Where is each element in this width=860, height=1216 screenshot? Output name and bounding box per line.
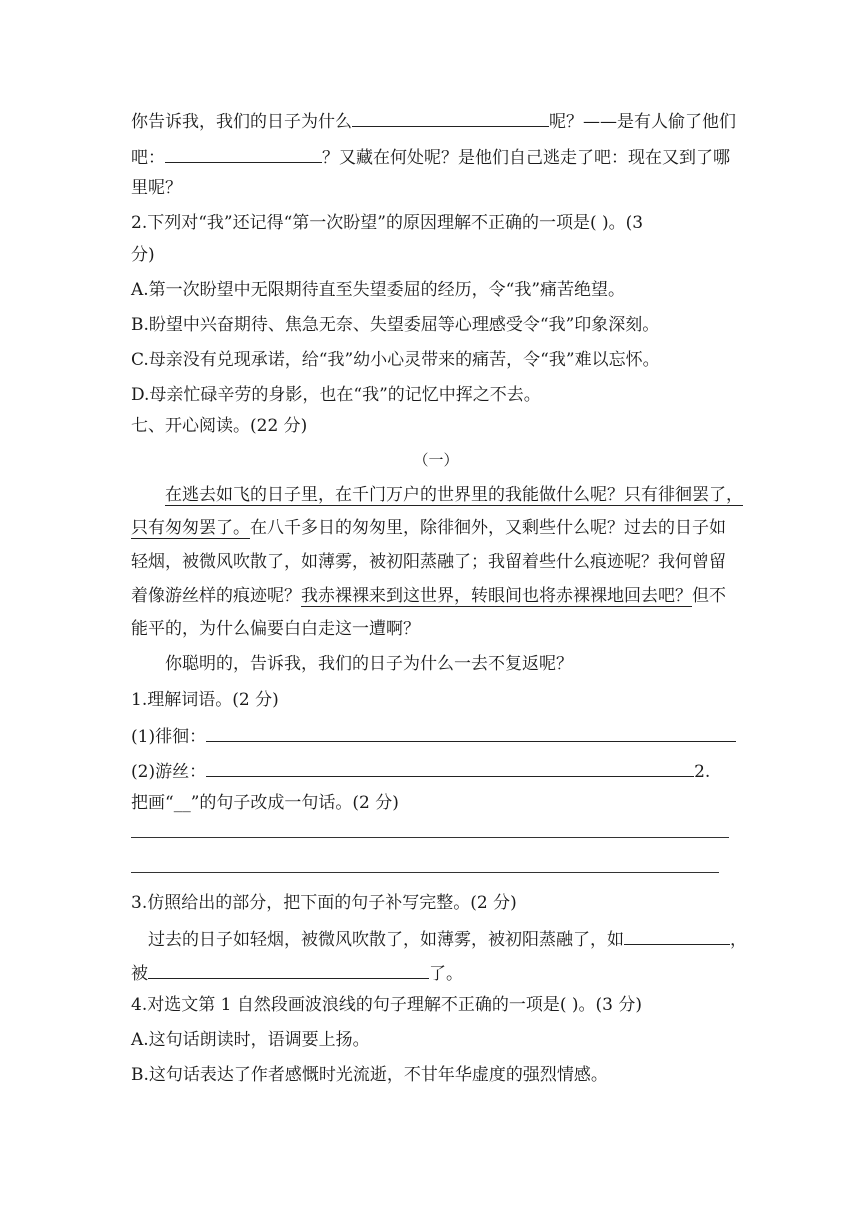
passage-line-2 <box>131 516 741 540</box>
answer-blank[interactable] <box>206 758 694 777</box>
answer-blank[interactable] <box>165 144 322 163</box>
passage-number: （一） <box>413 451 459 469</box>
sub-question-2: 把画“__”的句子改成一句话。(2 分) <box>131 793 399 813</box>
carry-line-2 <box>131 144 741 170</box>
underlined-sentence: 在逃去如飞的日子里，在千门万户的世界里的我能做什么呢？只有徘徊罢了， <box>165 485 743 505</box>
sub-question-1b <box>131 758 771 784</box>
underlined-sentence: 只有匆匆罢了。 <box>131 518 250 538</box>
carry-line-1 <box>131 108 741 134</box>
option-d: D.母亲忙碌辛劳的身影，也在“我”的记忆中挥之不去。 <box>131 385 541 405</box>
section-title: 七、开心阅读。(22 分) <box>131 416 308 436</box>
term-label: (1)徘徊： <box>131 727 207 747</box>
question-number: 2. <box>694 762 711 782</box>
sub-question-4: 4.对选文第 1 自然段画波浪线的句子理解不正确的一项是( )。(3 分) <box>131 995 642 1015</box>
carry-text: 你告诉我，我们的日子为什么 <box>131 112 352 132</box>
sub-question-3: 3.仿照给出的部分，把下面的句子补写完整。(2 分) <box>131 893 517 913</box>
answer-line[interactable] <box>131 837 729 838</box>
carry-line-3: 里呢？ <box>131 178 182 198</box>
answer-line[interactable] <box>131 872 719 873</box>
answer-blank[interactable] <box>206 723 736 742</box>
prompt-text: 过去的日子如轻烟，被微风吹散了，如薄雾，被初阳蒸融了，如 <box>148 930 624 950</box>
option-a: A.这句话朗读时，语调要上扬。 <box>131 1030 370 1050</box>
answer-blank[interactable] <box>352 108 549 127</box>
passage-text: 但不 <box>692 586 726 606</box>
question-2-stem: 2.下列对“我”还记得“第一次盼望”的原因理解不正确的一项是( )。(3 <box>131 213 644 233</box>
answer-blank[interactable] <box>148 960 429 979</box>
prompt-text: ， <box>730 930 747 950</box>
term-label: (2)游丝： <box>131 762 207 782</box>
passage-line-3: 轻烟，被微风吹散了，如薄雾，被初阳蒸融了；我留着些什么痕迹呢？我何曾留 <box>131 552 726 572</box>
passage-text: 着像游丝样的痕迹呢？ <box>131 586 301 606</box>
passage-text: 在八千多日的匆匆里，除徘徊外，又剩些什么呢？过去的日子如 <box>250 518 726 538</box>
prompt-text: 了。 <box>429 964 463 984</box>
sub-question-1: 1.理解词语。(2 分) <box>131 690 279 710</box>
prompt-text: 被 <box>131 964 148 984</box>
passage-line-1 <box>165 483 775 507</box>
sub-question-3-line-1 <box>148 926 758 952</box>
carry-text: 呢？——是有人偷了他们 <box>549 112 736 132</box>
sub-question-1a <box>131 723 741 749</box>
passage-line-4 <box>131 584 741 608</box>
carry-text: ？又藏在何处呢？是他们自己逃走了吧：现在又到了哪 <box>322 148 730 168</box>
underlined-sentence: 我赤裸裸来到这世界，转眼间也将赤裸裸地回去吧？ <box>301 586 692 606</box>
passage-line-5: 能平的，为什么偏要白白走这一遭啊？ <box>131 619 420 639</box>
option-b: B.盼望中兴奋期待、焦急无奈、失望委屈等心理感受令“我”印象深刻。 <box>131 315 660 335</box>
sub-question-3-line-2 <box>131 960 741 986</box>
answer-blank[interactable] <box>624 926 730 945</box>
option-a: A.第一次盼望中无限期待直至失望委屈的经历，令“我”痛苦绝望。 <box>131 280 626 300</box>
question-2-stem-cont: 分) <box>131 245 155 265</box>
option-b: B.这句话表达了作者感慨时光流逝，不甘年华虚度的强烈情感。 <box>131 1065 608 1085</box>
passage-paragraph-2: 你聪明的，告诉我，我们的日子为什么一去不复返呢？ <box>165 654 573 674</box>
option-c: C.母亲没有兑现承诺，给“我”幼小心灵带来的痛苦，令“我”难以忘怀。 <box>131 350 660 370</box>
carry-text: 吧： <box>131 148 165 168</box>
